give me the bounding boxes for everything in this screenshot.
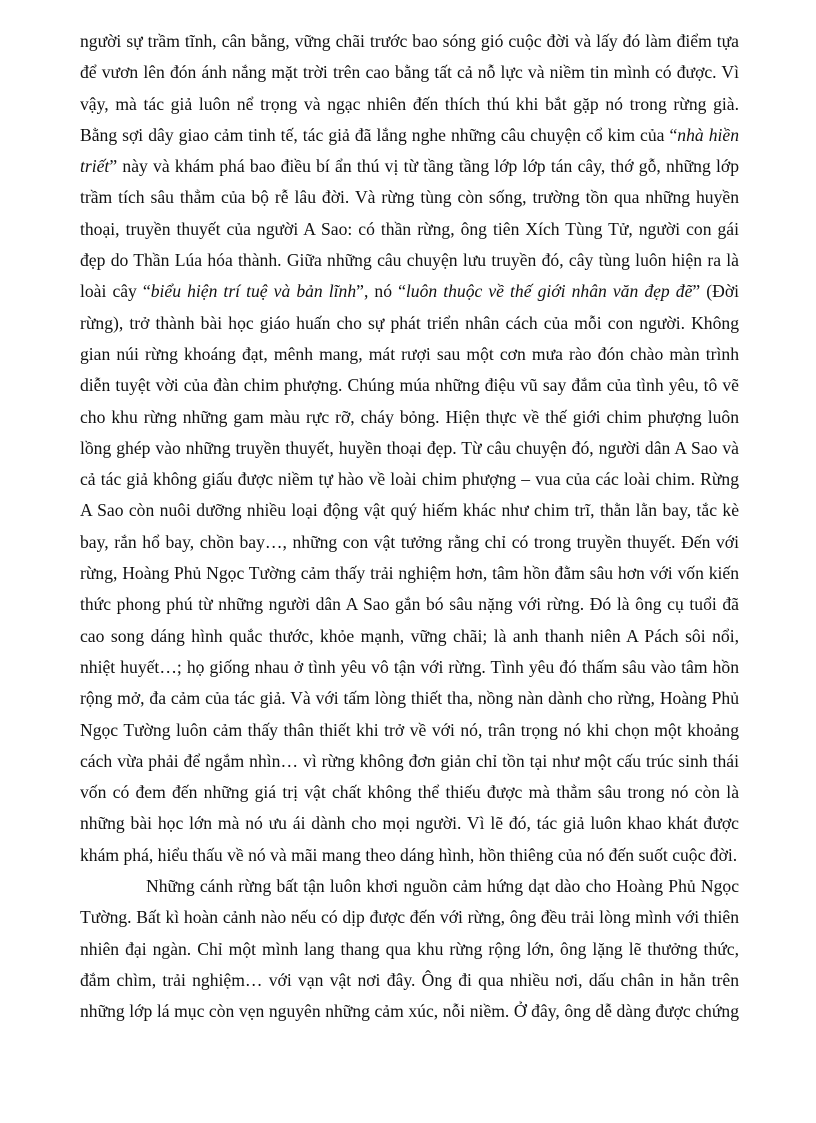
text-line: diễn tuyệt vời của đàn chim phượng. Chúng múa những điệu vũ say đắm của tình yêu, tô vẽ (80, 375, 739, 396)
text-line: A Sao còn nuôi dưỡng nhiều loại động vật quý hiếm khác như chim trĩ, thằn lằn bay, tắc kè (80, 500, 739, 521)
italic-quote: triết (80, 156, 110, 177)
text-line: cách vừa phải để ngắm nhìn… vì rừng không đơn giản chỉ tồn tại như một cấu trúc sinh thái (80, 750, 739, 771)
text-line: Tường. Bất kì hoàn cảnh nào nếu có dịp được đến với rừng, ông đều trải lòng mình với thiên (80, 907, 739, 928)
text-line: cao song dáng hình quắc thước, khỏe mạnh, vững chãi; là anh thanh niên A Pách sôi nổi, (80, 625, 739, 646)
text-line: những lớp lá mục còn vẹn nguyên những cảm xúc, nỗi niềm. Ở đây, ông dễ dàng được chứng (80, 1001, 739, 1022)
text-line: người sự trầm tĩnh, cân bằng, vững chãi trước bao sóng gió cuộc đời và lấy đó làm điểm tựa (80, 31, 739, 51)
text-line: đẹp do Thần Lúa hóa thành. Giữa những câu chuyện lưu truyền đó, cây tùng luôn hiện ra là (80, 250, 739, 271)
text-line: nhiệt huyết…; họ giống nhau ở tình yêu vô tận với rừng. Tình yêu đó thấm sâu vào tâm hồn (80, 656, 739, 677)
text-line: rừng, Hoàng Phủ Ngọc Tường cảm thấy trải nghiệm hơn, tâm hồn đằm sâu hơn với vốn kiến (80, 563, 739, 584)
text-line: bay, rắn hổ bay, chồn bay…, những con vật tưởng rằng chỉ có trong truyền thuyết. Đến với (80, 531, 739, 552)
italic-quote: biểu hiện trí tuệ và bản lĩnh (150, 281, 357, 302)
paragraph-1 (80, 26, 739, 871)
italic-quote: nhà hiền (677, 124, 739, 145)
text-line: Những cánh rừng bất tận luôn khơi nguồn cảm hứng dạt dào cho Hoàng Phủ Ngọc (146, 876, 739, 897)
text-line: nhiên đại ngàn. Chỉ một mình lang thang qua khu rừng rộng lớn, ông lặng lẽ thưởng thức, (80, 938, 739, 959)
text-line: gian núi rừng khoáng đạt, mênh mang, mát rượi sau một cơn mưa rào đón chào màn trình (80, 343, 739, 364)
text-line: rừng), trở thành bài học giáo huấn cho sự phát triển nhân cách của mỗi con người. Không (80, 312, 739, 333)
text-line: thức phong phú từ những người dân A Sao gắn bó sâu nặng với rừng. Đó là ông cụ tuổi đã (80, 594, 739, 615)
text-line: trầm tích sâu thẳm của bộ rễ lâu đời. Và rừng tùng còn sống, trường tồn qua những huyền (80, 187, 739, 208)
text-line: cả tác giả không giấu được niềm tự hào về loài chim phượng – vua của các loài chim. Rừng (80, 469, 739, 490)
text-line: đắm chìm, trải nghiệm… với vạn vật nơi đây. Ông đi qua nhiều nơi, dấu chân in hằn trên (80, 969, 739, 990)
text-line: để vươn lên đón ánh nắng mặt trời trên cao bằng tất cả nỗ lực và niềm tin mình có được. Vì (80, 62, 739, 83)
text-line: khám phá, hiểu thấu về nó và mãi mang theo dáng hình, hồn thiêng của nó đến suốt cuộc đời. (80, 844, 738, 865)
text-line: rộng mở, đa cảm của tác giả. Và với tấm lòng thiết tha, nồng nàn dành cho rừng, Hoàng Phủ (80, 688, 739, 709)
paragraph-2 (80, 871, 739, 1027)
text-line: những bài học lớn mà nó ưu ái dành cho mọi người. Vì lẽ đó, tác giả luôn khao khát được (80, 813, 739, 834)
text-line: lồng ghép vào những truyền thuyết, huyền thoại đẹp. Từ câu chuyện đó, người dân A Sao và (80, 437, 739, 458)
text-line: Bằng sợi dây giao cảm tinh tế, tác giả đã lắng nghe những câu chuyện cổ kim của “nhà hiền (80, 124, 739, 145)
text-line: triết” này và khám phá bao điều bí ẩn thú vị từ tầng tầng lớp lớp tán cây, thớ gỗ, những lớp (80, 156, 739, 177)
document-page (80, 26, 739, 1028)
text-line: loài cây “biểu hiện trí tuệ và bản lĩnh”, nó “luôn thuộc về thế giới nhân văn đẹp đẽ” (Đời (80, 281, 740, 302)
text-line: vậy, mà tác giả luôn nể trọng và ngạc nhiên đến thích thú khi bắt gặp nó trong rừng già. (80, 93, 739, 114)
text-line: thoại, truyền thuyết của người A Sao: có thần rừng, ông tiên Xích Tùng Tử, người con gái (80, 218, 739, 239)
text-line: vốn có đem đến những giá trị vật chất không thể thiếu được mà thẳm sâu trong nó còn là (80, 782, 739, 803)
italic-quote: luôn thuộc về thế giới nhân văn đẹp đẽ (405, 281, 693, 302)
text-line: cho khu rừng những gam màu rực rỡ, cháy bỏng. Hiện thực về thế giới chim phượng luôn (80, 406, 739, 427)
text-line: Ngọc Tường luôn cảm thấy thân thiết khi trở về với nó, trân trọng nó khi chọn một khoảng (80, 719, 739, 740)
